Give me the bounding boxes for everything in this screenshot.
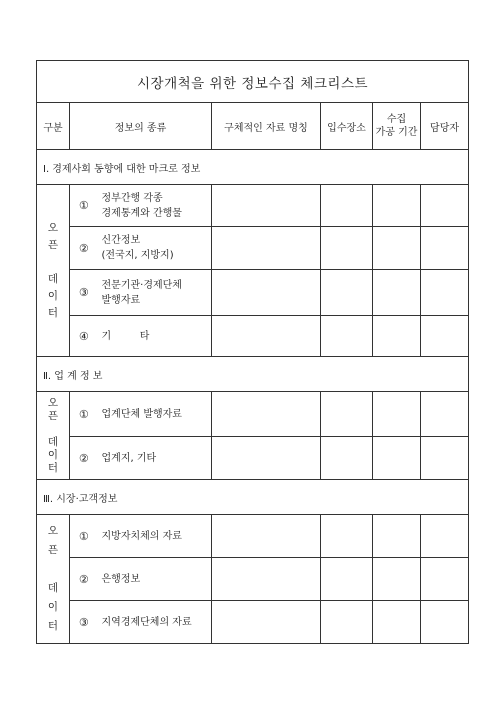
table-row [37,316,469,357]
material-name-cell[interactable] [212,270,321,316]
acquisition-place-cell[interactable] [321,316,373,357]
person-cell[interactable] [421,558,469,601]
row-number: ① [70,392,98,437]
info-type-cell: 지역경제단체의 자료 [98,601,212,644]
material-name-cell[interactable] [212,558,321,601]
material-name-cell[interactable] [212,601,321,644]
header-processing-line2: 가공 기간 [375,127,418,138]
header-processing-period [373,103,421,150]
info-type-cell: 지방자치체의 자료 [98,515,212,558]
table-row [37,185,469,227]
person-cell[interactable] [421,270,469,316]
person-cell[interactable] [421,316,469,357]
info-type-cell: 기 타 [98,316,212,357]
processing-period-cell[interactable] [373,185,421,227]
header-processing-line1: 수집 [386,114,407,125]
processing-period-cell[interactable] [373,392,421,437]
info-type-cell: 업계단체 발행자료 [98,392,212,437]
header-row [37,103,469,150]
row-number: ① [70,515,98,558]
section-heading-row [37,480,469,515]
header-category: 구분 [37,103,70,150]
table-row [37,392,469,437]
person-cell[interactable] [421,227,469,270]
acquisition-place-cell[interactable] [321,437,373,480]
header-acquisition-place: 입수장소 [321,103,373,150]
material-name-cell[interactable] [212,316,321,357]
acquisition-place-cell[interactable] [321,515,373,558]
person-cell[interactable] [421,601,469,644]
processing-period-cell[interactable] [373,227,421,270]
category-label: 오 픈 데 이 터 [37,392,70,480]
row-number: ② [70,437,98,480]
row-number: ② [70,227,98,270]
table-row [37,437,469,480]
info-type-cell: 은행정보 [98,558,212,601]
table-row [37,601,469,644]
material-name-cell[interactable] [212,227,321,270]
section-heading: Ⅱ. 업 계 정 보 [37,357,469,392]
info-type-cell: 신간정보 (전국지, 지방지) [98,227,212,270]
acquisition-place-cell[interactable] [321,558,373,601]
category-label: 오 픈 데 이 터 [37,185,70,357]
row-number: ① [70,185,98,227]
processing-period-cell[interactable] [373,601,421,644]
page-title: 시장개척을 위한 정보수집 체크리스트 [37,61,469,103]
acquisition-place-cell[interactable] [321,227,373,270]
checklist-table [36,60,469,644]
category-label: 오 픈 데 이 터 [37,515,70,644]
row-number: ③ [70,601,98,644]
processing-period-cell[interactable] [373,515,421,558]
acquisition-place-cell[interactable] [321,185,373,227]
material-name-cell[interactable] [212,185,321,227]
info-type-cell: 전문기관·경제단체 발행자료 [98,270,212,316]
row-number: ② [70,558,98,601]
table-row [37,515,469,558]
material-name-cell[interactable] [212,437,321,480]
section-heading: Ⅲ. 시장·고객정보 [37,480,469,515]
table-row [37,558,469,601]
header-person: 담당자 [421,103,469,150]
person-cell[interactable] [421,185,469,227]
header-info-type: 정보의 종류 [70,103,212,150]
table-row [37,270,469,316]
person-cell[interactable] [421,515,469,558]
info-type-cell: 업계지, 기타 [98,437,212,480]
info-type-cell: 정부간행 각종 경제통계와 간행물 [98,185,212,227]
person-cell[interactable] [421,392,469,437]
material-name-cell[interactable] [212,392,321,437]
processing-period-cell[interactable] [373,270,421,316]
checklist-sheet [36,60,468,644]
acquisition-place-cell[interactable] [321,601,373,644]
acquisition-place-cell[interactable] [321,392,373,437]
person-cell[interactable] [421,437,469,480]
acquisition-place-cell[interactable] [321,270,373,316]
section-heading: Ⅰ. 경제사회 동향에 대한 마크로 정보 [37,150,469,185]
section-heading-row [37,357,469,392]
processing-period-cell[interactable] [373,437,421,480]
row-number: ③ [70,270,98,316]
table-row [37,227,469,270]
processing-period-cell[interactable] [373,558,421,601]
header-material-name: 구체적인 자료 명칭 [212,103,321,150]
material-name-cell[interactable] [212,515,321,558]
processing-period-cell[interactable] [373,316,421,357]
section-heading-row [37,150,469,185]
row-number: ④ [70,316,98,357]
